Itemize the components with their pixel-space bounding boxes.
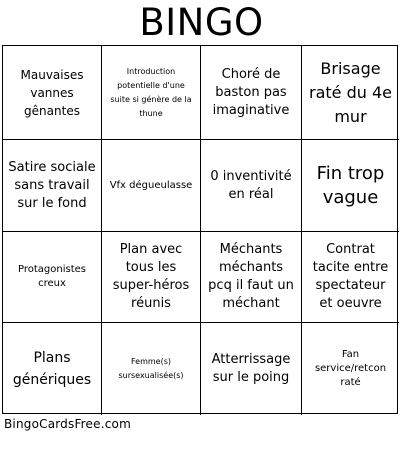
cell-text: Atterrissage sur le poing bbox=[211, 352, 291, 385]
cell-text: Femme(s) sursexualisée(s) bbox=[118, 357, 184, 380]
bingo-cell bbox=[102, 46, 201, 140]
bingo-cell bbox=[3, 140, 102, 232]
bingo-cell bbox=[102, 140, 201, 232]
bingo-cell bbox=[3, 323, 102, 415]
bingo-cell bbox=[3, 46, 102, 140]
cell-text: Fan service/retcon raté bbox=[314, 349, 387, 388]
bingo-cell bbox=[201, 232, 302, 323]
bingo-cell bbox=[102, 232, 201, 323]
bingo-cell bbox=[302, 323, 399, 415]
bingo-title: BINGO bbox=[139, 1, 264, 44]
site-credit: BingoCardsFree.com bbox=[4, 417, 131, 431]
cell-text: Choré de baston pas imaginative bbox=[212, 66, 290, 118]
cell-text: Plan avec tous les super-héros réunis bbox=[112, 242, 190, 311]
bingo-grid bbox=[2, 45, 398, 414]
cell-text: Mauvaises vannes gênantes bbox=[20, 67, 84, 118]
cell-text: Méchants méchants pcq il faut un méchant bbox=[208, 242, 294, 311]
cell-text: Brisage raté du 4e mur bbox=[309, 58, 392, 126]
bingo-cell bbox=[102, 323, 201, 415]
cell-text: Vfx dégueulasse bbox=[109, 179, 193, 191]
cell-text: 0 inventivité en réal bbox=[210, 168, 292, 202]
bingo-cell bbox=[302, 140, 399, 232]
cell-text: Satire sociale sans travail sur le fond bbox=[8, 159, 96, 211]
cell-text: Fin trop vague bbox=[316, 162, 385, 208]
bingo-cell bbox=[201, 323, 302, 415]
bingo-cell bbox=[201, 140, 302, 232]
cell-text: Plans génériques bbox=[12, 350, 92, 388]
cell-text: Protagonistes creux bbox=[18, 264, 86, 289]
bingo-cell bbox=[302, 46, 399, 140]
bingo-cell bbox=[302, 232, 399, 323]
cell-text: Contrat tacite entre spectateur et oeuvre bbox=[312, 242, 389, 311]
bingo-cell bbox=[201, 46, 302, 140]
cell-text: Introduction potentielle d'une suite si génère de la thune bbox=[110, 66, 192, 118]
bingo-cell bbox=[3, 232, 102, 323]
